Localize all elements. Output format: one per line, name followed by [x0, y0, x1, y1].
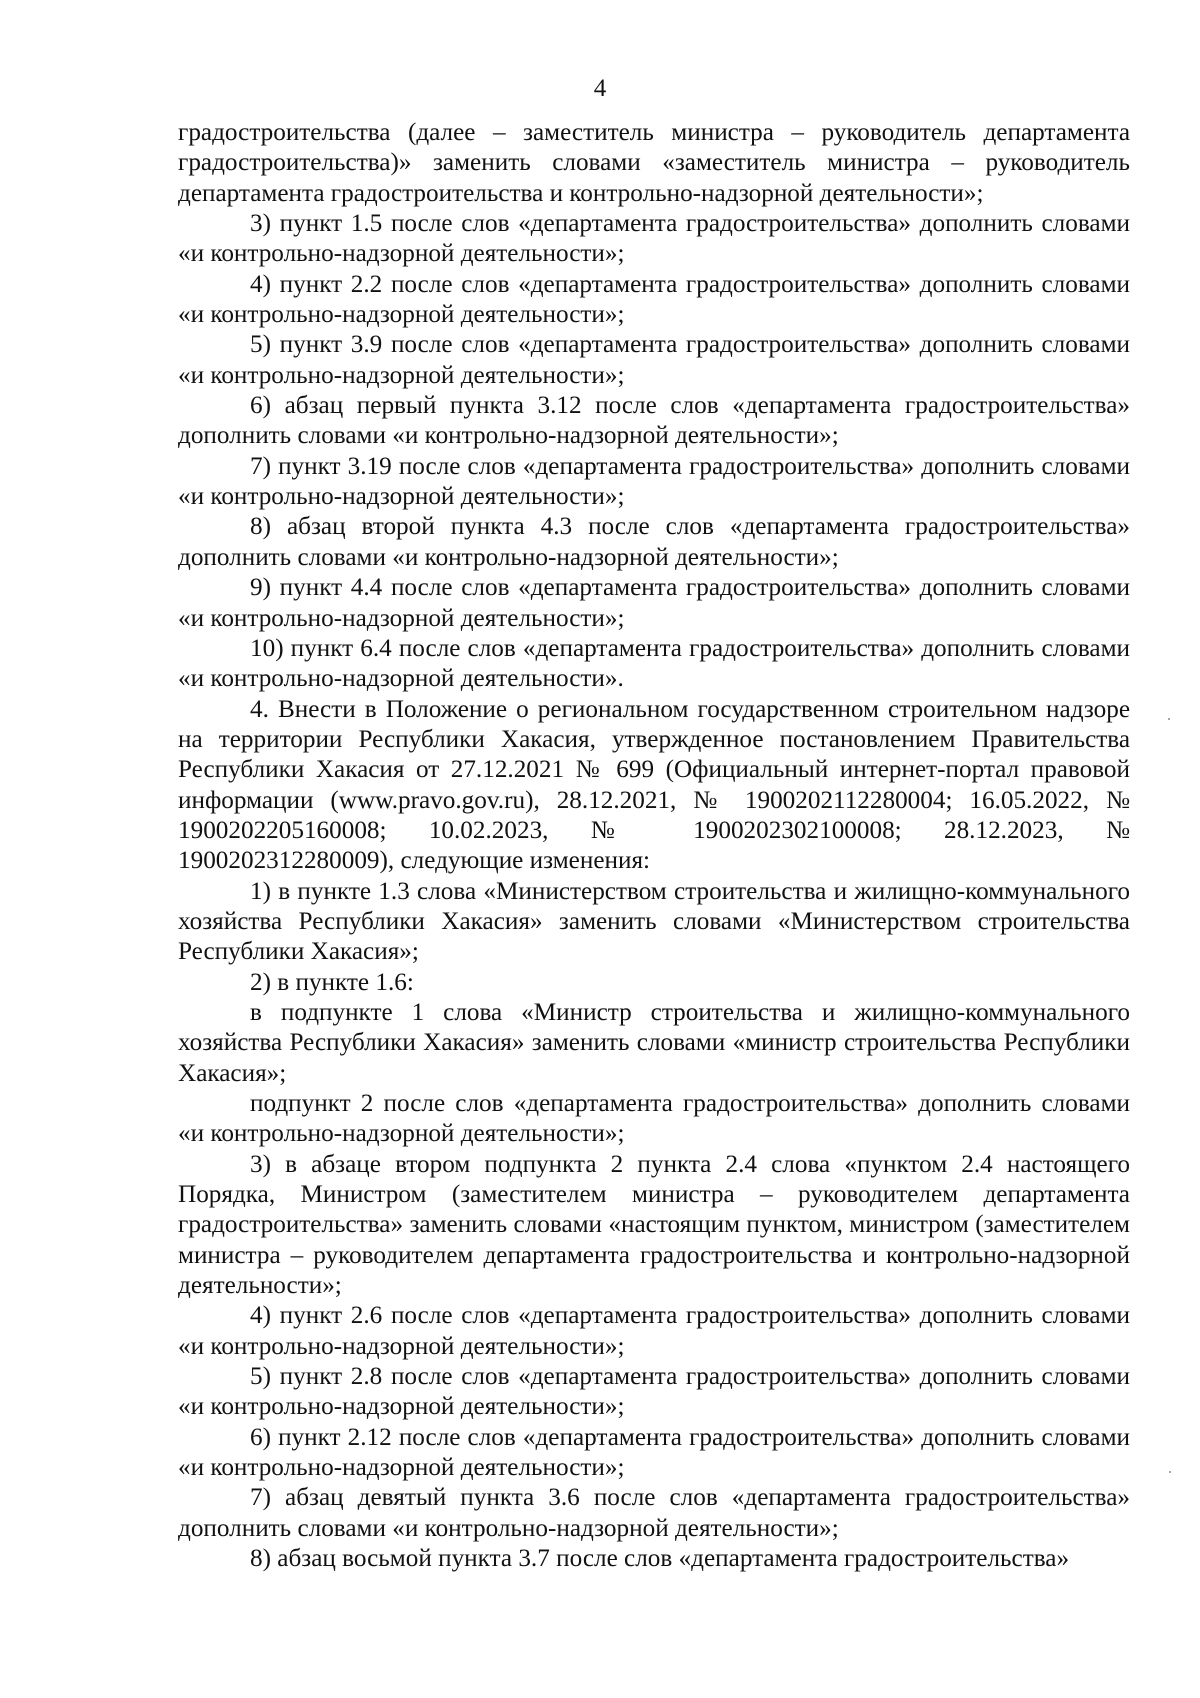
paragraph: 9) пункт 4.4 после слов «департамента градостроительства» дополнить словами «и контрольно-надзорной деятельности»; [178, 574, 1130, 632]
paragraph: 1) в пункте 1.3 слова «Министерством строительства и жилищно-коммунального хозяйства Республики Хакасия» заменить словами «Министерством строительства Республики Хакасия»; [178, 877, 1130, 966]
paragraph: 3) в абзаце втором подпункта 2 пункта 2.4 слова «пунктом 2.4 настоящего Порядка, Министром (заместителем министра – руководителем департамента градостроительства» заменить словами «настоящим пунктом, министром (заместителем министра – руководителем департамента градостроительства и контрольно-надзорной деятельности»; [178, 1150, 1130, 1300]
paragraph: 8) абзац восьмой пункта 3.7 после слов «департамента градостроительства» [250, 1545, 1070, 1573]
paragraph: 8) абзац второй пункта 4.3 после слов «департамента градостроительства» дополнить словами «и контрольно-надзорной деятельности»; [178, 513, 1130, 571]
paragraph: 4) пункт 2.2 после слов «департамента градостроительства» дополнить словами «и контрольно-надзорной деятельности»; [178, 270, 1130, 329]
paragraph: 10) пункт 6.4 после слов «департамента градостроительства» дополнить словами «и контрольно-надзорной деятельности». [178, 634, 1130, 693]
paragraph: 6) абзац первый пункта 3.12 после слов «департамента градостроительства» дополнить словами «и контрольно-надзорной деятельности»; [178, 392, 1130, 450]
paragraph: 7) пункт 3.19 после слов «департамента градостроительства» дополнить словами «и контрольно-надзорной деятельности»; [178, 452, 1130, 511]
paragraph: 5) пункт 2.8 после слов «департамента градостроительства» дополнить словами «и контрольно-надзорной деятельности»; [178, 1363, 1130, 1421]
paragraph: 2) в пункте 1.6: [250, 968, 414, 996]
paragraph: подпункт 2 после слов «департамента градостроительства» дополнить словами «и контрольно-надзорной деятельности»; [178, 1090, 1130, 1148]
paragraph: 5) пункт 3.9 после слов «департамента градостроительства» дополнить словами «и контрольно-надзорной деятельности»; [178, 331, 1130, 389]
scan-speck [1168, 718, 1170, 720]
scan-speck [1169, 1471, 1171, 1473]
page-number: 4 [593, 75, 607, 102]
paragraph: 6) пункт 2.12 после слов «департамента градостроительства» дополнить словами «и контрольно-надзорной деятельности»; [178, 1423, 1130, 1482]
document-body [178, 118, 1130, 1575]
paragraph: градостроительства (далее – заместитель министра – руководитель департамента градостроительства)» заменить словами «заместитель министра – руководитель департамента градостроительства и контрольно-надзорной деятельности»; [178, 119, 1130, 207]
paragraph: 7) абзац девятый пункта 3.6 после слов «департамента градостроительства» дополнить словами «и контрольно-надзорной деятельности»; [178, 1484, 1130, 1542]
paragraph: 4) пункт 2.6 после слов «департамента градостроительства» дополнить словами «и контрольно-надзорной деятельности»; [178, 1302, 1130, 1360]
paragraph: в подпункте 1 слова «Министр строительства и жилищно-коммунального хозяйства Республики Хакасия» заменить словами «министр строительства Республики Хакасия»; [178, 998, 1130, 1087]
paragraph: 4. Внести в Положение о региональном государственном строительном надзоре на территории Республики Хакасия, утвержденное постановлением Правительства Республики Хакасия от 27.12.2021 № 699 (Официальный интернет-портал правовой информации (www.pravo.gov.ru), 28.12.2021, № 1900202112280004; 16.05.2022, № 1900202205160008; 10.02.2023, № 1900202302100008; 28.12.2023, № 1900202312280009), следующие изменения: [178, 695, 1130, 875]
paragraph: 3) пункт 1.5 после слов «департамента градостроительства» дополнить словами «и контрольно-надзорной деятельности»; [178, 210, 1130, 268]
